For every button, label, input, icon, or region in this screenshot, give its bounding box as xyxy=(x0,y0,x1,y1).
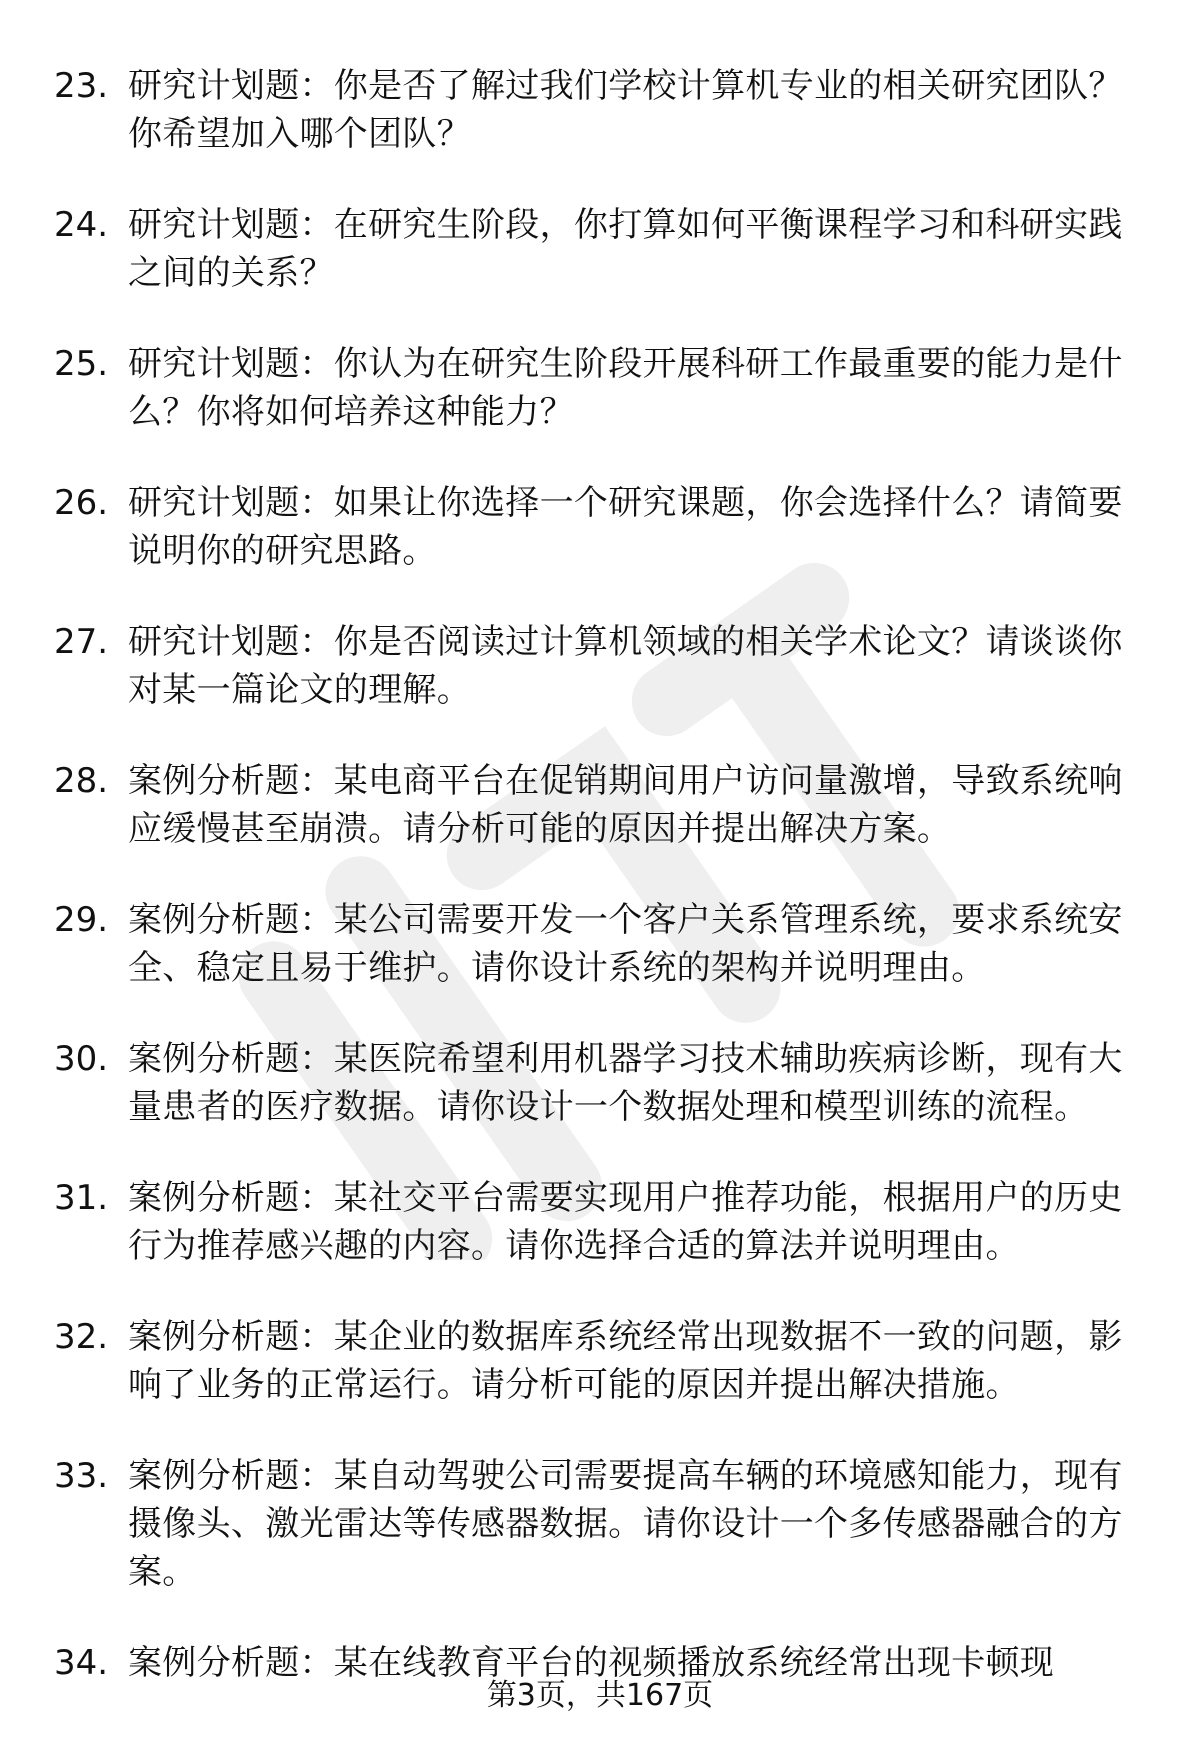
question-number: 24. xyxy=(54,205,109,245)
question-item xyxy=(54,479,1144,575)
question-number: 31. xyxy=(54,1178,109,1218)
question-number: 26. xyxy=(54,483,109,523)
question-item xyxy=(54,340,1144,436)
question-item xyxy=(54,1452,1144,1596)
page-footer xyxy=(0,1676,1200,1716)
question-number: 29. xyxy=(54,900,109,940)
question-list xyxy=(54,62,1144,1730)
question-text: 研究计划题：如果让你选择一个研究课题，你会选择什么？请简要说明你的研究思路。 xyxy=(128,483,1123,571)
question-number: 27. xyxy=(54,622,109,662)
question-item xyxy=(54,1174,1144,1270)
question-item xyxy=(54,1313,1144,1409)
question-text: 案例分析题：某自动驾驶公司需要提高车辆的环境感知能力，现有摄像头、激光雷达等传感器数据。请你设计一个多传感器融合的方案。 xyxy=(128,1456,1123,1592)
question-item xyxy=(54,1035,1144,1131)
question-text: 案例分析题：某在线教育平台的视频播放系统经常出现卡顿现 xyxy=(128,1643,1055,1683)
question-text: 研究计划题：你是否了解过我们学校计算机专业的相关研究团队？你希望加入哪个团队？ xyxy=(128,66,1123,154)
question-text: 案例分析题：某电商平台在促销期间用户访问量激增，导致系统响应缓慢甚至崩溃。请分析可能的原因并提出解决方案。 xyxy=(128,761,1123,849)
question-text: 案例分析题：某医院希望利用机器学习技术辅助疾病诊断，现有大量患者的医疗数据。请你设计一个数据处理和模型训练的流程。 xyxy=(128,1039,1123,1127)
question-item xyxy=(54,201,1144,297)
question-text: 研究计划题：你认为在研究生阶段开展科研工作最重要的能力是什么？你将如何培养这种能力？ xyxy=(128,344,1123,432)
question-number: 34. xyxy=(54,1643,109,1683)
question-number: 23. xyxy=(54,66,109,106)
question-number: 33. xyxy=(54,1456,109,1496)
question-text: 案例分析题：某社交平台需要实现用户推荐功能，根据用户的历史行为推荐感兴趣的内容。请你选择合适的算法并说明理由。 xyxy=(128,1178,1123,1266)
question-number: 28. xyxy=(54,761,109,801)
question-number: 25. xyxy=(54,344,109,384)
question-number: 30. xyxy=(54,1039,109,1079)
page-number-label: 第3页，共167页 xyxy=(486,1678,714,1713)
question-text: 研究计划题：在研究生阶段，你打算如何平衡课程学习和科研实践之间的关系？ xyxy=(128,205,1123,293)
question-item xyxy=(54,896,1144,992)
question-number: 32. xyxy=(54,1317,109,1357)
question-item xyxy=(54,62,1144,158)
question-item xyxy=(54,618,1144,714)
question-text: 案例分析题：某公司需要开发一个客户关系管理系统，要求系统安全、稳定且易于维护。请你设计系统的架构并说明理由。 xyxy=(128,900,1123,988)
question-text: 研究计划题：你是否阅读过计算机领域的相关学术论文？请谈谈你对某一篇论文的理解。 xyxy=(128,622,1123,710)
question-text: 案例分析题：某企业的数据库系统经常出现数据不一致的问题，影响了业务的正常运行。请分析可能的原因并提出解决措施。 xyxy=(128,1317,1123,1405)
question-item xyxy=(54,757,1144,853)
